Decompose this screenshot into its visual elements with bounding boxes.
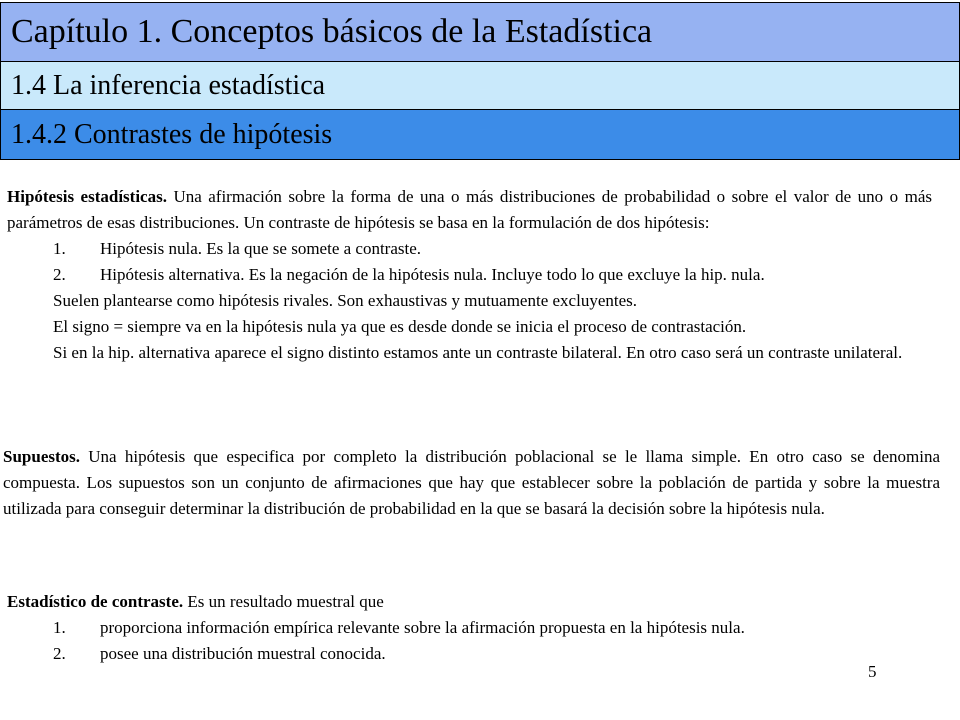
list-item [53,236,932,262]
list-item-number: 2. [53,265,66,284]
estadistico-definition: Es un resultado muestral que [183,592,384,611]
list-item-text: posee una distribución muestral conocida. [100,644,386,663]
list-item [53,262,932,288]
supuestos-term: Supuestos. [3,447,81,466]
hipotesis-note: Suelen plantearse como hipótesis rivales. Son exhaustivas y mutuamente excluyentes. [53,291,637,310]
hipotesis-note: El signo = siempre va en la hipótesis nula ya que es desde donde se inicia el proceso de contrastación. [53,317,747,336]
hipotesis-definition: Una afirmación sobre la forma de una o más distribuciones de probabilidad o sobre el valor de uno o más parámetros de esas distribuciones. Un contraste de hipótesis se basa en la formulación de dos hipótesis: [7,187,932,232]
hipotesis-paragraph [7,184,932,236]
estadistico-paragraph [7,589,932,615]
section-title: 1.4 La inferencia estadística [0,61,960,110]
list-item-number: 1. [53,239,66,258]
list-item-text: Hipótesis alternativa. Es la negación de la hipótesis nula. Incluye todo lo que excluye la hip. nula. [100,265,765,284]
estadistico-block [7,589,932,667]
list-item-number: 2. [53,644,66,663]
hipotesis-note: Si en la hip. alternativa aparece el signo distinto estamos ante un contraste bilateral. En otro caso será un contraste unilateral. [53,343,903,362]
supuestos-paragraph [3,444,940,522]
hipotesis-term: Hipótesis estadísticas. [7,187,167,206]
hipotesis-list [7,236,932,288]
supuestos-definition: Una hipótesis que especifica por completo la distribución poblacional se le llama simple. En otro caso se denomina compuesta. Los supuestos son un conjunto de afirmaciones que hay que establecer sobre la población de partida y sobre la muestra utilizada para conseguir determinar la distribución de probabilidad en la que se basará la decisión sobre la hipótesis nula. [3,447,940,518]
estadistico-list [7,615,932,667]
chapter-title: Capítulo 1. Conceptos básicos de la Estadística [0,2,960,62]
supuestos-block [3,444,940,522]
estadistico-term: Estadístico de contraste. [7,592,184,611]
list-item [53,615,932,641]
list-item [53,641,932,667]
list-item-number: 1. [53,618,66,637]
list-item-text: Hipótesis nula. Es la que se somete a contraste. [100,239,422,258]
page-number: 5 [868,662,877,681]
list-item-text: proporciona información empírica relevante sobre la afirmación propuesta en la hipótesis nula. [100,618,745,637]
hipotesis-block [7,184,932,366]
subsection-title: 1.4.2 Contrastes de hipótesis [0,109,960,160]
